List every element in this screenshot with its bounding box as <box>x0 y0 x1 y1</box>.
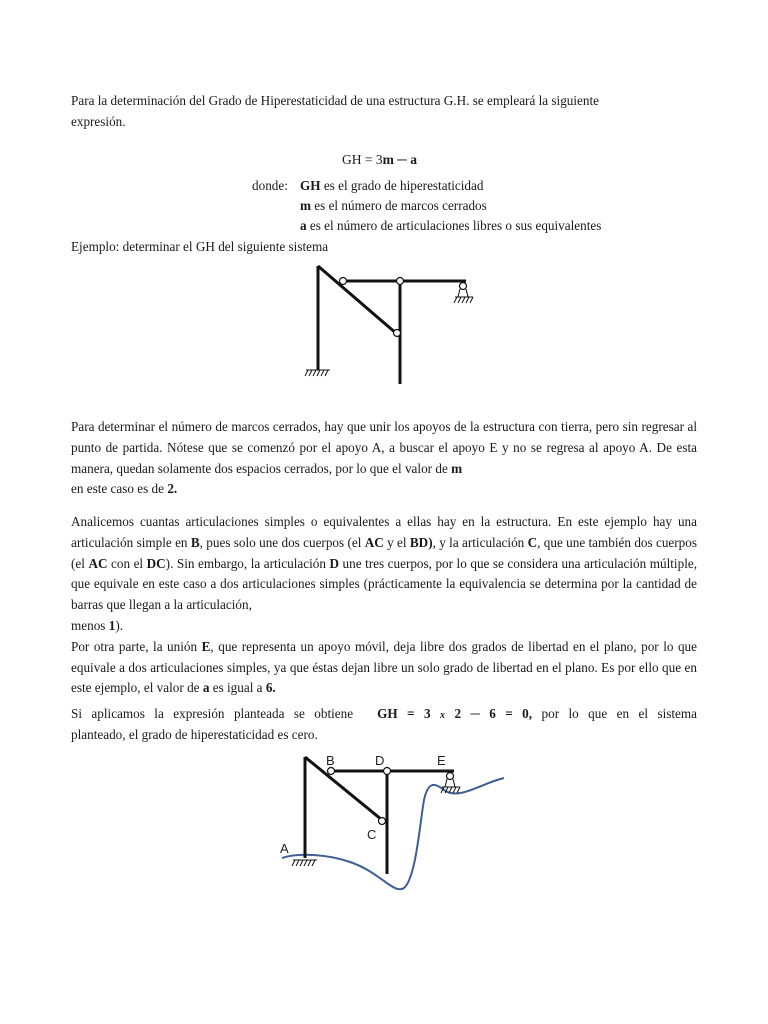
fixed-support-a-icon <box>292 860 317 866</box>
final-text: Si aplicamos la expresión planteada se obtiene <box>71 706 354 721</box>
art-text: menos <box>71 617 109 633</box>
marcos-value: 2. <box>167 481 178 497</box>
union-text: Por otra parte, la unión <box>71 638 202 654</box>
label-a: A <box>280 841 289 856</box>
definitions-label: donde: <box>252 178 288 193</box>
label-b: B <box>326 753 335 768</box>
art-text: ). <box>115 617 124 633</box>
art-text: , y la articulación <box>432 534 528 550</box>
formula-a: a <box>410 152 417 167</box>
definition-m-text: es el número de marcos cerrados <box>311 198 487 213</box>
art-ac: AC <box>88 555 108 571</box>
union-a: a <box>202 680 210 696</box>
label-e: E <box>437 753 446 768</box>
final-result: 2 ─ 6 = 0, <box>445 706 533 721</box>
art-text: con el <box>107 555 147 571</box>
art-line-5: (prácticamente la equivalencia se determina por la cantidad de barras que llegan a la articulación, <box>71 576 697 613</box>
hinge-b-icon <box>328 768 335 775</box>
marcos-line-3: regresa al apoyo A. De esta manera, quedan solamente dos espacios cerrados, por lo que el valor de <box>71 439 697 476</box>
union-text: es igual a <box>209 680 266 696</box>
final-gh: GH = 3 <box>377 706 441 721</box>
definition-a-symbol: a <box>300 218 307 233</box>
art-b: B <box>190 534 200 550</box>
art-text: hay una articulación simple en <box>71 514 697 550</box>
hinge-d-icon <box>384 768 391 775</box>
art-text: y el <box>383 534 410 550</box>
union-text: plano. Es por ello que en este ejemplo, el valor de <box>71 659 697 696</box>
art-c: C <box>527 534 538 550</box>
final-x: x <box>440 710 446 721</box>
final-text: por lo que en el sistema <box>532 706 698 721</box>
union-e: E <box>201 638 211 654</box>
marcos-line-2: sin regresar al punto de partida. Nótese que se comenzó por el apoyo A, a buscar el apoyo E y no se <box>71 419 698 455</box>
formula-lhs: GH = 3 <box>342 152 383 167</box>
union-text: , que representa un apoyo móvil, deja libre dos grados de libertad en el plano, <box>210 638 637 654</box>
intro-line-1: Para la determinación del Grado de Hiperestaticidad de una estructura G.H. se empleará la siguiente <box>71 93 600 108</box>
marcos-line-4: en este caso es de <box>71 481 168 497</box>
art-one: 1 <box>108 617 116 633</box>
art-line-4: que se considera una articulación múltiple, que equivale en este caso a dos articulaciones simples <box>71 555 698 592</box>
definition-gh-text: es el grado de hiperestaticidad <box>320 178 484 193</box>
art-line-1: Analicemos cuantas articulaciones simples o equivalentes a ellas hay en la estructura. En este ejemplo <box>71 514 647 529</box>
roller-e-icon <box>447 773 454 780</box>
art-text: une también dos cuerpos (el <box>71 534 697 571</box>
definition-m-symbol: m <box>300 198 311 213</box>
marcos-m: m <box>451 460 463 476</box>
art-text: , pues solo une dos cuerpos (el <box>199 534 365 550</box>
union-value: 6. <box>265 680 276 696</box>
formula-m: m <box>382 152 394 167</box>
art-bd: BD) <box>409 534 433 550</box>
ground-curve <box>282 778 504 889</box>
paragraph-final-line-2: planteado, el grado de hiperestaticidad es cero. <box>71 727 318 742</box>
definition-gh-symbol: GH <box>300 178 321 193</box>
diagonal-a-c <box>305 757 382 820</box>
hinge-c-icon <box>379 818 386 825</box>
art-d: D <box>329 555 340 571</box>
intro-line-2: expresión. <box>71 113 126 129</box>
label-c: C <box>367 827 377 842</box>
art-text: une tres cuerpos, por lo <box>339 555 467 571</box>
art-dc: DC <box>146 555 166 571</box>
art-text: , que <box>537 534 563 550</box>
label-d: D <box>375 753 385 768</box>
art-text: ). Sin embargo, la articulación <box>165 555 330 571</box>
definition-a-text: es el número de articulaciones libres o sus equivalentes <box>306 218 602 233</box>
union-line-2: por lo que equivale a dos articulaciones simples, ya que éstas dejan libre un solo grado de libertad en el <box>71 638 698 675</box>
art-ac: AC <box>364 534 384 550</box>
marcos-line-1: Para determinar el número de marcos cerrados, hay que unir los apoyos de la estructura con tierra, pero <box>71 419 620 434</box>
formula-minus: ─ <box>393 152 411 167</box>
example-text: Ejemplo: determinar el GH del siguiente sistema <box>71 239 329 254</box>
